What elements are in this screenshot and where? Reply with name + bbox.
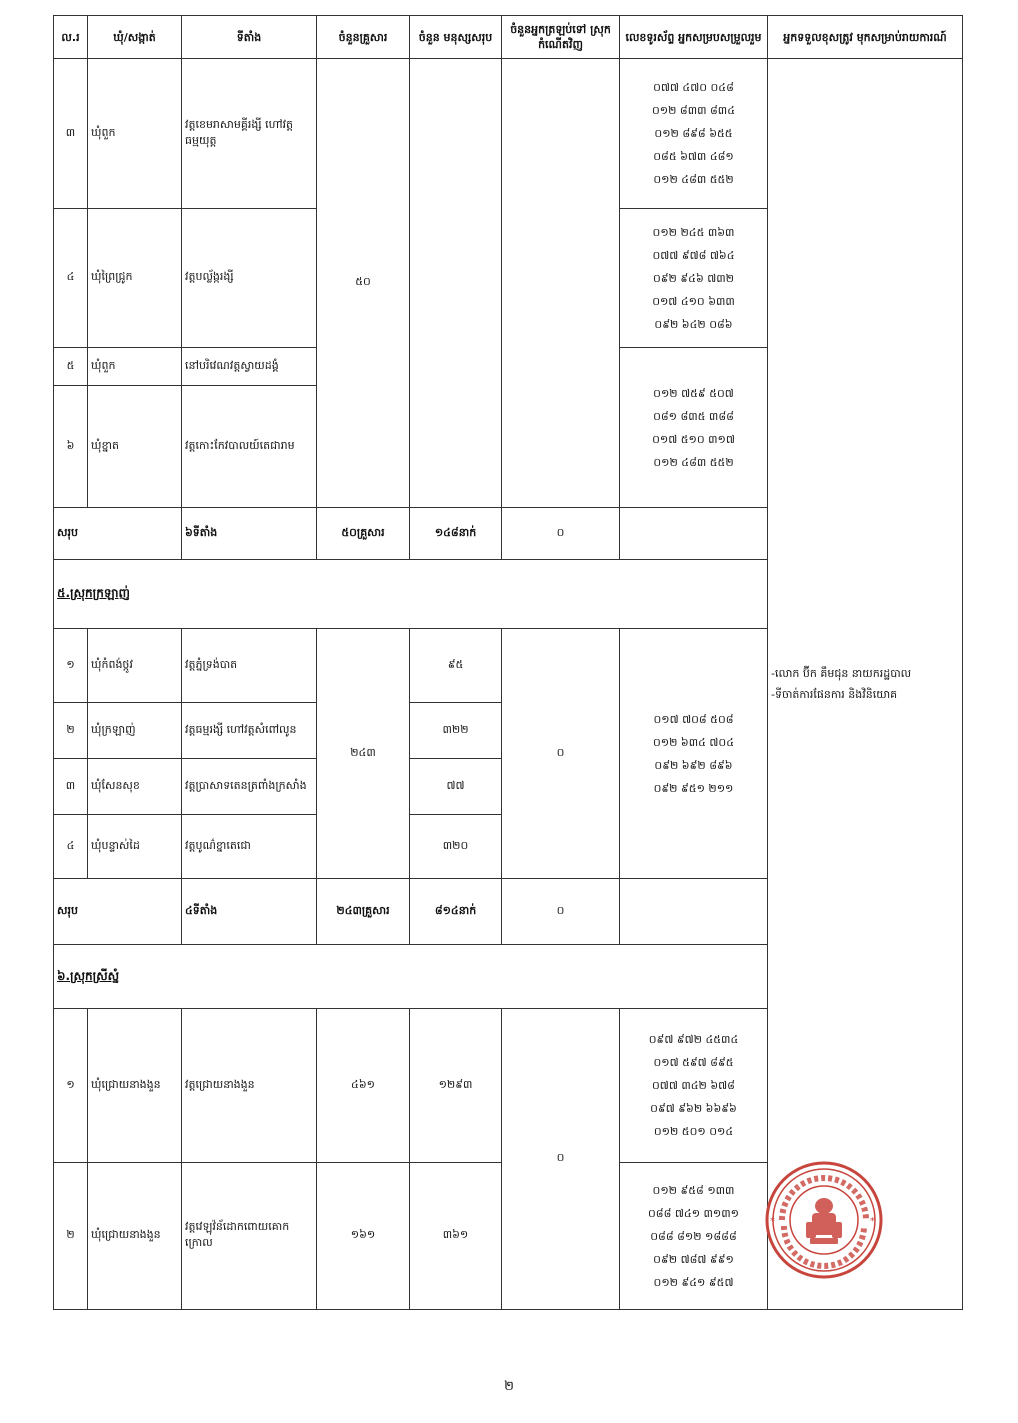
section-title: ៦.ស្រុកស្រីស្នំ xyxy=(54,945,768,1009)
table-row xyxy=(54,59,963,209)
total-places: ៤ទីតាំង xyxy=(182,879,317,945)
header-responsible: អ្នកទទួលខុសត្រូវ មុកសម្រាប់រាយការណ៍ xyxy=(768,16,963,59)
total-returned: ០ xyxy=(502,879,620,945)
total-label: សរុប xyxy=(54,508,182,560)
phone-line: ០១២ ៨៩៨ ៦៥៥ xyxy=(654,127,733,140)
phone-line: ០៧៧ ៣៤២ ៦៧៨ xyxy=(652,1079,735,1092)
phone-line: ០៨៨ ៧៤១ ៣១៣១ xyxy=(648,1206,739,1220)
row-commune: ឃុំក្រឡាញ់ xyxy=(88,703,182,759)
phone-line: ០១២ ៤៨៣ ៥៥២ xyxy=(653,455,734,469)
row-people: ៣៦១ xyxy=(410,1163,502,1310)
total-people: ៨១៤នាក់ xyxy=(410,879,502,945)
row-families: ១៦១ xyxy=(317,1163,410,1310)
row-place: នៅបរិវេណវត្តស្វាយដង្គំ xyxy=(182,348,317,386)
row-commune: ឃុំពួក xyxy=(88,348,182,386)
phone-line: ០១២ ២៤៥ ៣៦៣ xyxy=(652,225,735,239)
row-people: ៩៥ xyxy=(410,629,502,703)
row-phones xyxy=(620,1163,768,1310)
header-phone: លេខទូរស័ព្ទ អ្នកសម្របសម្រួលរួម xyxy=(620,16,768,59)
phone-line: ០១៧ ៥១០ ៣១៧ xyxy=(652,432,735,446)
row-commune: ឃុំពួក xyxy=(88,59,182,209)
phone-line: ០១២ ៩៤១ ៩៥៧ xyxy=(653,1275,734,1289)
responsible-line: -ទីចាត់ការផែនការ និងវិនិយោគ xyxy=(771,688,898,701)
row-no: ២ xyxy=(54,703,88,759)
phone-line: ០៩៧ ៩៦២ ៦៦៩៦ xyxy=(650,1102,737,1115)
row-no: ៤ xyxy=(54,815,88,879)
row-people: ៣២០ xyxy=(410,815,502,879)
phone-line: ០១២ ៤៨៣ ៥៥២ xyxy=(653,173,734,186)
row-place: វត្តវេឡុវ៉ន័ដោកពោយគោកក្រោល xyxy=(182,1163,317,1310)
row-commune: ឃុំកំពង់ថ្កូវ xyxy=(88,629,182,703)
header-row xyxy=(54,16,963,59)
row-no: ៥ xyxy=(54,348,88,386)
row-commune: ឃុំបន្ទាស់ដៃ xyxy=(88,815,182,879)
header-place: ទីតាំង xyxy=(182,16,317,59)
row-place: វត្តប្រាសាទតេនត្រពាំងក្រសាំង xyxy=(182,759,317,815)
phone-line: ០១២ ៦៣៤ ៧០៤ xyxy=(652,735,734,749)
row-no: ២ xyxy=(54,1163,88,1310)
phone-line: ០៩២ ៩៤៦ ៧៣២ xyxy=(652,271,734,285)
row-place: វត្តភ្នំទ្រង់បាត xyxy=(182,629,317,703)
block1-people xyxy=(410,59,502,508)
row-phones xyxy=(620,59,768,209)
row-place: វត្តកោះកែវបាលយ៍តេជារាម xyxy=(182,386,317,508)
phone-line: ០៩២ ៩៥១ ២១១ xyxy=(653,781,734,795)
phone-line: ០១២ ៥០១ ០១៤ xyxy=(653,1125,734,1138)
row-no: ៣ xyxy=(54,759,88,815)
responsible-cell xyxy=(768,59,963,1310)
phone-line: ០១២ ៨៣៣ ៨៣៤ xyxy=(652,104,735,117)
phone-line: ០៩២ ៦៩២ ៨៩៦ xyxy=(654,758,733,772)
block1-returned xyxy=(502,59,620,508)
phone-line: ០៩២ ៧៨៧ ៩៩១ xyxy=(653,1252,734,1266)
total-families: ២៤៣គ្រួសារ xyxy=(317,879,410,945)
phone-line: ០១៧ ៥៩៧ ៨៩៥ xyxy=(653,1056,734,1069)
section-title: ៥.ស្រុកក្រឡាញ់ xyxy=(54,560,768,629)
header-commune: ឃុំ/សង្កាត់ xyxy=(88,16,182,59)
svg-text:*: * xyxy=(870,1216,875,1227)
official-seal-stamp xyxy=(764,1160,884,1280)
row-families: ៤៦១ xyxy=(317,1009,410,1163)
section5-returned: ០ xyxy=(502,629,620,879)
phone-line: ០៧៧ ៩៧៨ ៧៦៤ xyxy=(652,248,735,262)
header-returned: ចំនួនអ្នកត្រឡប់ទៅ ស្រុកកំណើតវិញ xyxy=(502,16,620,59)
row-place: វត្តជ្រោយនាងងួន xyxy=(182,1009,317,1163)
report-table xyxy=(53,15,963,1310)
row-commune: ឃុំព្រៃជ្រូក xyxy=(88,209,182,348)
section5-phones xyxy=(620,629,768,879)
row-place: វត្តបូណ៌ខ្នាតេជោ xyxy=(182,815,317,879)
row-phones xyxy=(620,1009,768,1163)
svg-text:*: * xyxy=(770,1216,775,1227)
row-people: ៧៧ xyxy=(410,759,502,815)
block1-families: ៥០ xyxy=(317,59,410,508)
page-number: ២ xyxy=(504,1379,514,1394)
row-no: ១ xyxy=(54,1009,88,1163)
row-commune: ឃុំជ្រោយនាងងួន xyxy=(88,1163,182,1310)
total-phone-empty xyxy=(620,879,768,945)
row-people: ៣២២ xyxy=(410,703,502,759)
row-no: ៤ xyxy=(54,209,88,348)
phone-line: ០៨៨ ៨១២ ១៨៨៨ xyxy=(650,1229,737,1243)
phone-line: ០១៧ ៤១០ ៦៣៣ xyxy=(652,294,735,308)
row-no: ១ xyxy=(54,629,88,703)
row-commune: ឃុំជ្រោយនាងងួន xyxy=(88,1009,182,1163)
row-place: វត្តធម្មរង្សី ហៅវត្តសំពៅលូន xyxy=(182,703,317,759)
total-label: សរុប xyxy=(54,879,182,945)
total-phone-empty xyxy=(620,508,768,560)
section5-families: ២៤៣ xyxy=(317,629,410,879)
phone-line: ០៨១ ៨៣៥ ៣៨៨ xyxy=(653,409,734,423)
row-commune: ឃុំខ្នាត xyxy=(88,386,182,508)
row-no: ៣ xyxy=(54,59,88,209)
header-people: ចំនួន មនុស្សសរុប xyxy=(410,16,502,59)
total-returned: ០ xyxy=(502,508,620,560)
row-commune: ឃុំសែនសុខ xyxy=(88,759,182,815)
phone-line: ០៧៧ ៤៧០ ០៤៨ xyxy=(653,81,734,94)
row-place: វត្តបល្ល័ង្ករង្សី xyxy=(182,209,317,348)
phone-line: ០១៧ ៧០៨ ៥០៨ xyxy=(653,712,734,726)
phone-line: ០៨៥ ៦៧៣ ៤៨១ xyxy=(653,150,734,163)
row-people: ១២៩៣ xyxy=(410,1009,502,1163)
phone-line: ០៩២ ៦៤២ ០៨៦ xyxy=(654,317,733,331)
phone-line: ០១២ ៧៥៩ ៥០៧ xyxy=(653,386,734,400)
total-people: ១៤៨នាក់ xyxy=(410,508,502,560)
header-families: ចំនួនគ្រួសារ xyxy=(317,16,410,59)
total-places: ៦ទីតាំង xyxy=(182,508,317,560)
phone-line: ០១២ ៩៥៨ ១៣៣ xyxy=(652,1183,735,1197)
row-place: វត្តខេមរាសាមគ្គីរង្សី ហៅវត្តធម្មយុត្ត xyxy=(182,59,317,209)
header-no: ល.រ xyxy=(54,16,88,59)
row-phones xyxy=(620,348,768,508)
row-no: ៦ xyxy=(54,386,88,508)
row-phones xyxy=(620,209,768,348)
responsible-line: -លោក ប៊ីក គឹមជុន នាយករដ្ឋបាល xyxy=(771,667,912,680)
section6-returned: ០ xyxy=(502,1009,620,1310)
total-families: ៥០គ្រួសារ xyxy=(317,508,410,560)
phone-line: ០៩៧ ៩៧២ ៤៥៣៤ xyxy=(648,1033,739,1046)
